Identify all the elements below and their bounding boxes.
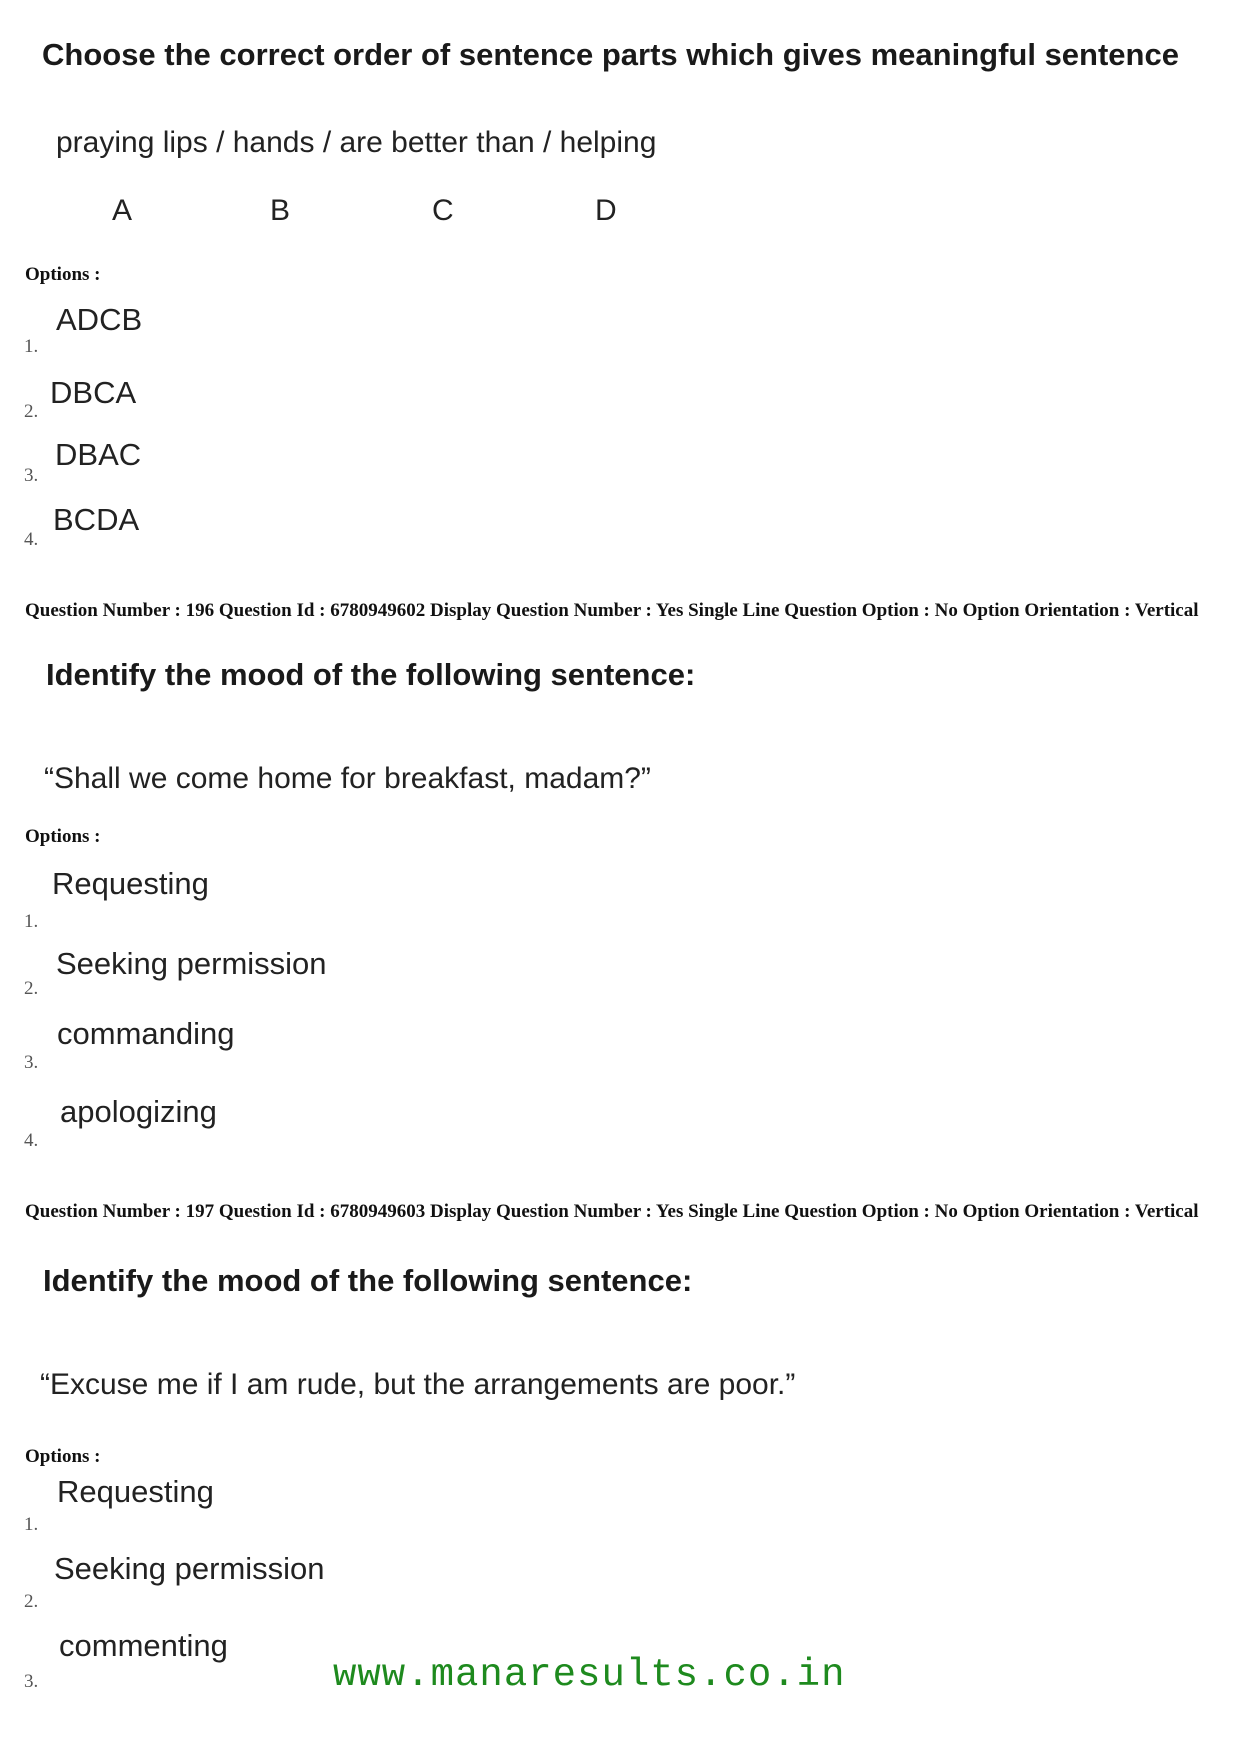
option-1-number: 1.: [24, 336, 39, 357]
option-1-text: Requesting: [52, 866, 209, 901]
option-2-number: 2.: [24, 401, 39, 422]
option-3-text: commenting: [59, 1628, 228, 1663]
question-197-heading: Identify the mood of the following sentence:: [43, 1263, 693, 1298]
option-3-text: DBAC: [55, 437, 142, 472]
question-196-heading: Identify the mood of the following sentence:: [46, 657, 696, 692]
option-3-text: commanding: [57, 1016, 235, 1051]
part-label-d: D: [595, 194, 617, 227]
option-4-text: BCDA: [53, 502, 140, 537]
option-2-text: DBCA: [50, 375, 137, 410]
watermark-url: www.manaresults.co.in: [333, 1653, 846, 1697]
part-label-a: A: [112, 194, 133, 227]
option-2-number: 2.: [24, 1591, 39, 1612]
option-3-number: 3.: [24, 1671, 39, 1692]
question-195-heading: Choose the correct order of sentence parts which gives meaningful sentence: [42, 37, 1179, 72]
option-1-text: ADCB: [56, 302, 143, 337]
option-3-number: 3.: [24, 465, 39, 486]
option-1-text: Requesting: [57, 1474, 214, 1509]
option-1-number: 1.: [24, 1514, 39, 1535]
question-196-meta: Question Number : 196 Question Id : 6780949602 Display Question Number : Yes Single Line Question Option : No Option Orientation : Vertical: [25, 600, 1199, 621]
option-4-number: 4.: [24, 1130, 39, 1151]
question-197-meta: Question Number : 197 Question Id : 6780949603 Display Question Number : Yes Single Line Question Option : No Option Orientation : Vertical: [25, 1201, 1199, 1222]
question-197-sentence: “Excuse me if I am rude, but the arrangements are poor.”: [40, 1368, 796, 1401]
options-label: Options :: [25, 264, 101, 285]
option-4-text: apologizing: [60, 1094, 217, 1129]
option-2-text: Seeking permission: [54, 1551, 325, 1586]
options-label: Options :: [25, 1446, 101, 1467]
part-label-b: B: [270, 194, 291, 227]
part-label-c: C: [432, 194, 454, 227]
option-3-number: 3.: [24, 1052, 39, 1073]
option-1-number: 1.: [24, 911, 39, 932]
options-label: Options :: [25, 826, 101, 847]
option-2-text: Seeking permission: [56, 946, 327, 981]
option-4-number: 4.: [24, 529, 39, 550]
question-196-sentence: “Shall we come home for breakfast, madam?”: [44, 762, 651, 795]
question-195-sentence: praying lips / hands / are better than / helping: [56, 126, 657, 159]
option-2-number: 2.: [24, 978, 39, 999]
